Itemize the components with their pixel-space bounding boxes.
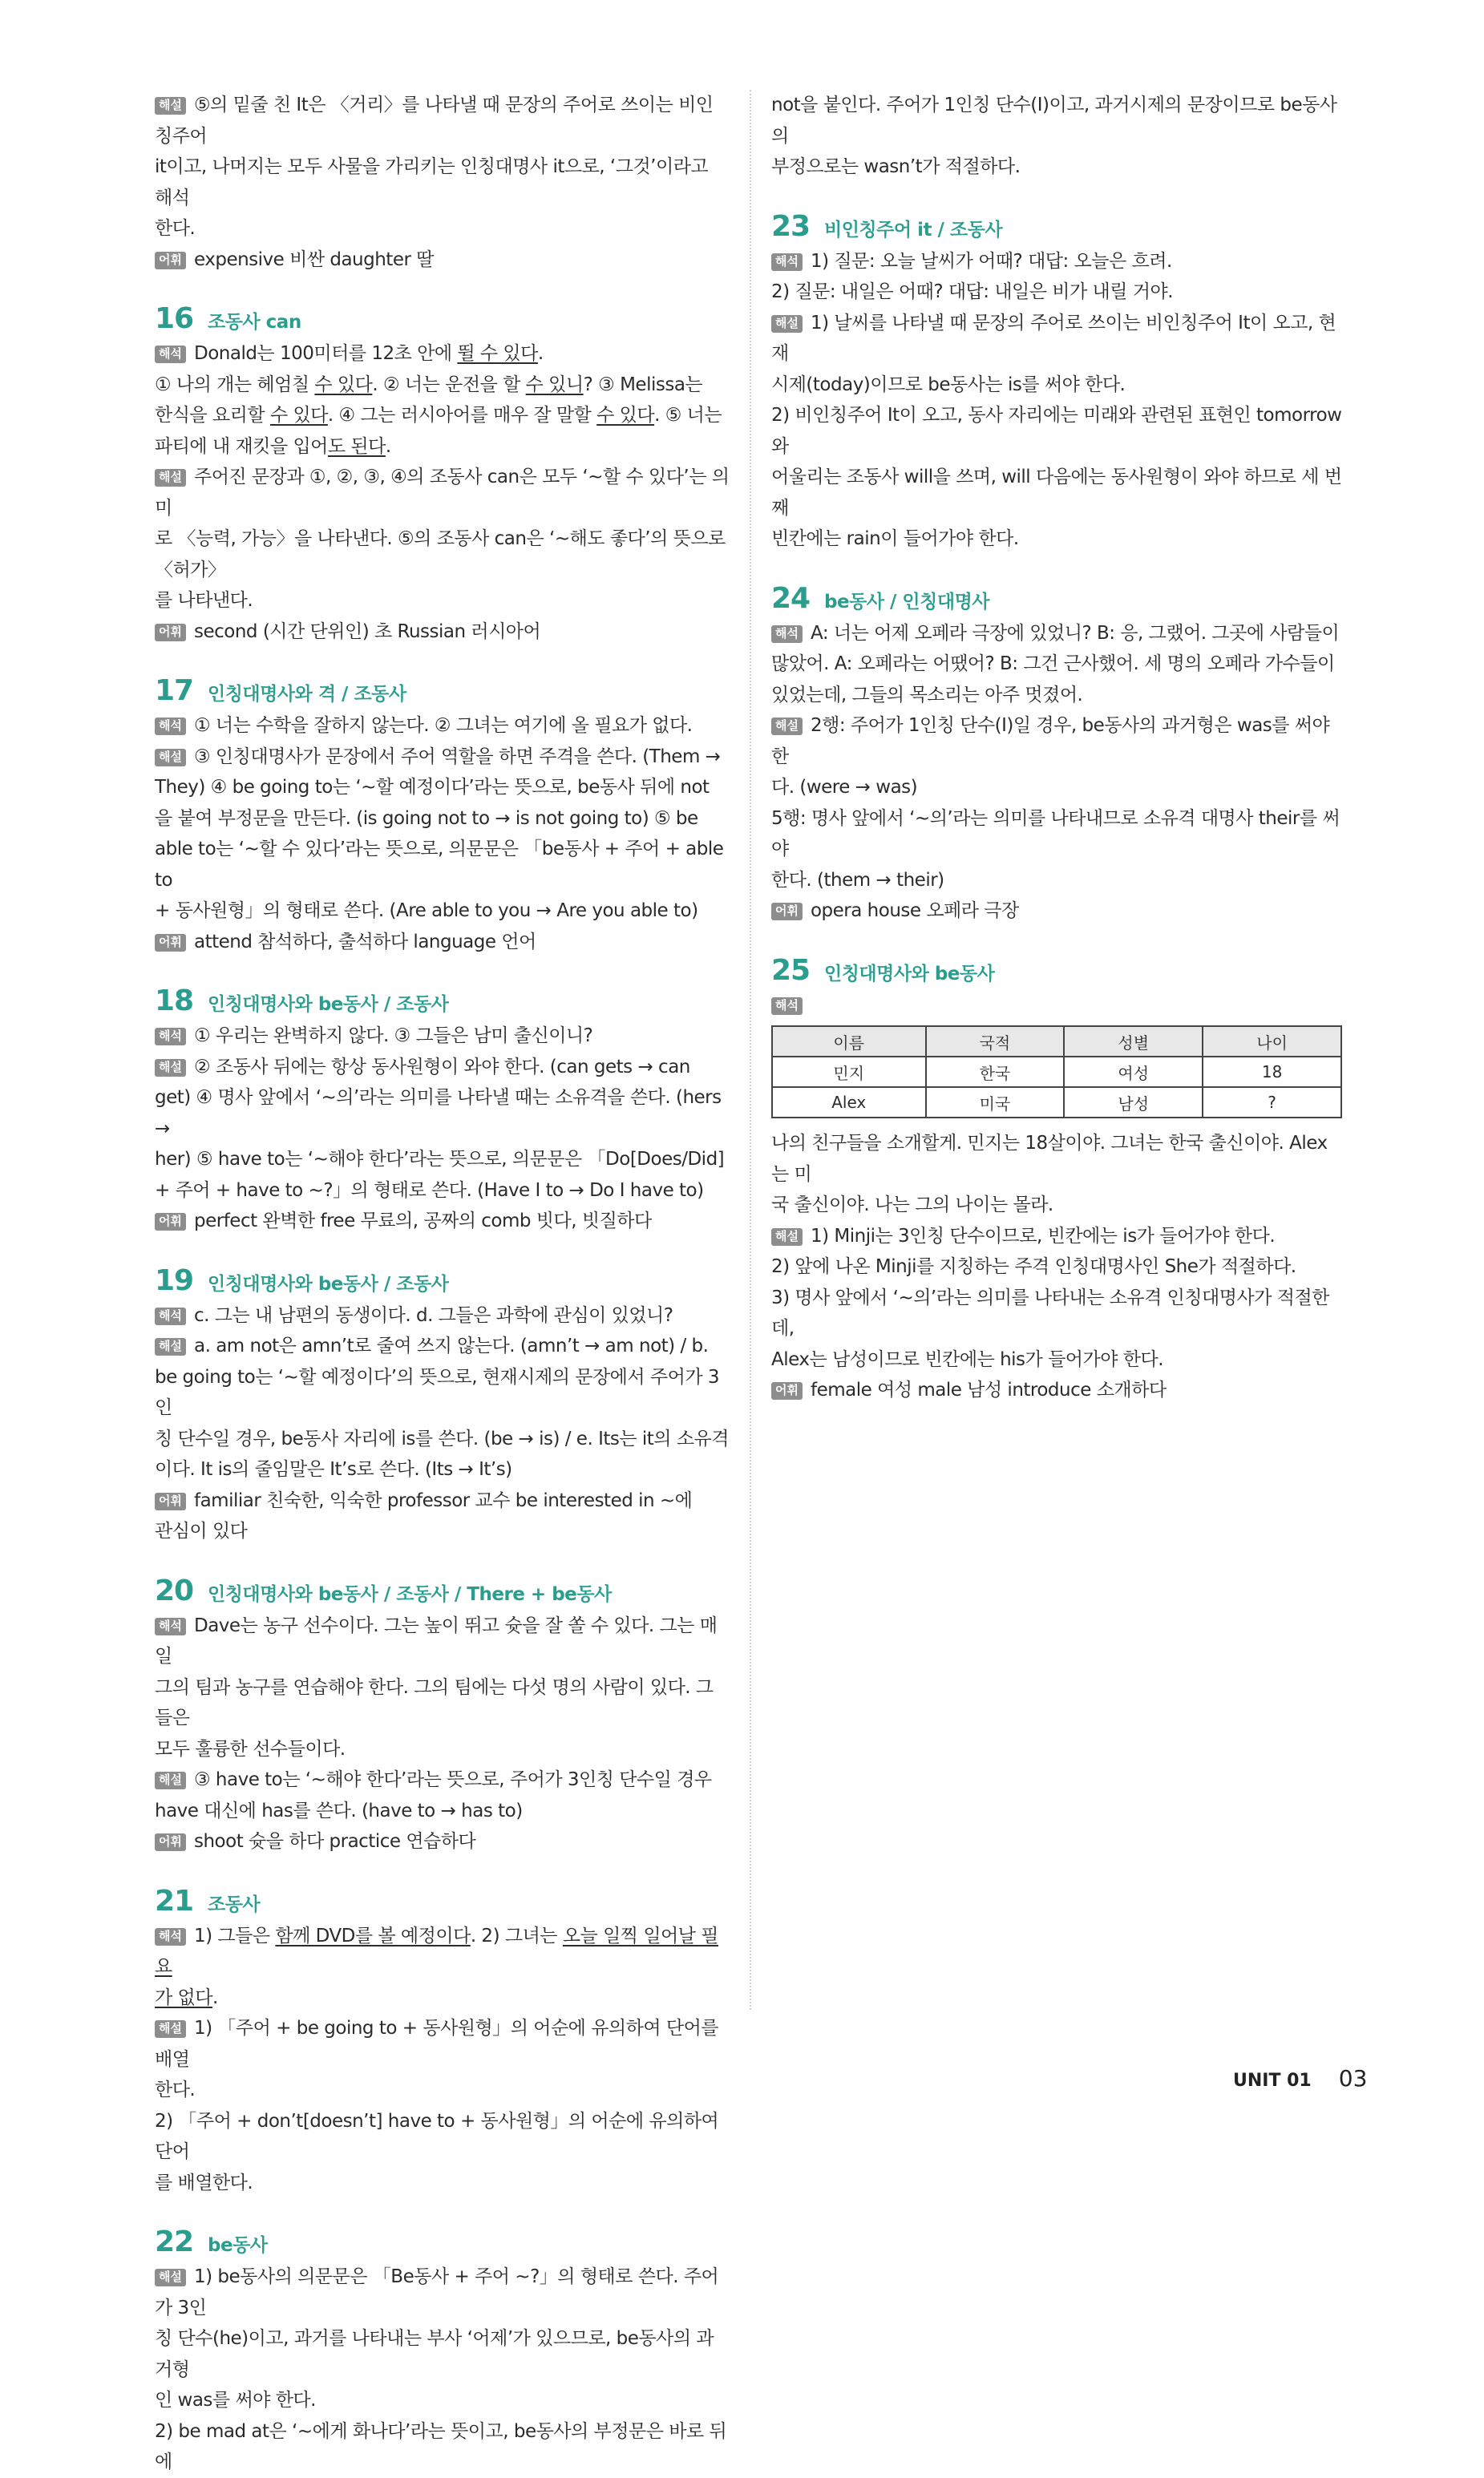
answer-text: 2) 질문: 내일은 어때? 대답: 내일은 비가 내릴 거야. <box>771 281 1174 302</box>
intro-line: 한다. <box>155 218 196 239</box>
answer-text: . <box>385 435 391 457</box>
section-number: 24 <box>771 581 811 615</box>
haeseol-tag: 해설 <box>155 1059 186 1077</box>
haeseok-tag: 해석 <box>155 718 186 735</box>
section-title: be동사 / 인칭대명사 <box>824 591 990 612</box>
explanation-text: 부정으로는 wasn’t가 적절하다. <box>771 156 1021 177</box>
explanation-text: + 동사원형」의 형태로 쓴다. (Are able to you → Are you able to) <box>155 900 698 921</box>
left-column <box>155 90 730 2478</box>
explanation-text: 시제(today)이므로 be동사는 is를 써야 한다. <box>771 374 1126 395</box>
section-16 <box>155 301 730 647</box>
answer-text: . ② 너는 운전을 할 <box>372 374 526 395</box>
answer-text: 많았어. A: 오페라는 어땠어? B: 그건 근사했어. 세 명의 오페라 가수들이 <box>771 653 1335 674</box>
vocab-line: second (시간 단위인) 초 Russian 러시아어 <box>193 621 541 642</box>
explanation-text: 를 배열한다. <box>155 2172 253 2193</box>
explanation-text: 한다. (them → their) <box>771 869 944 891</box>
section-title: be동사 <box>208 2235 268 2256</box>
answer-text: Donald는 100미터를 12초 안에 <box>193 343 458 364</box>
explanation-text: ② 조동사 뒤에는 항상 동사원형이 와야 한다. (can gets → can <box>193 1056 690 1077</box>
explanation-text: be going to는 ‘~할 예정이다’의 뜻으로, 현재시제의 문장에서 주어가 3인 <box>155 1366 720 1418</box>
eohwi-tag: 어휘 <box>155 934 186 952</box>
table-cell: ? <box>1203 1087 1341 1118</box>
eohwi-tag: 어휘 <box>155 1493 186 1510</box>
table-cell: 남성 <box>1064 1087 1203 1118</box>
answer-text: 1) 질문: 오늘 날씨가 어때? 대답: 오늘은 흐려. <box>810 250 1172 272</box>
explanation-text: ③ 인칭대명사가 문장에서 주어 역할을 하면 주격을 쓴다. (Them → <box>193 746 721 767</box>
section-number: 18 <box>155 984 194 1017</box>
vocab-line: attend 참석하다, 출석하다 language 언어 <box>193 931 536 952</box>
explanation-text: 2) 「주어 + don’t[doesn’t] have to + 동사원형」의 어순에 유의하여 단어 <box>155 2110 719 2162</box>
section-number: 17 <box>155 674 194 707</box>
answer-text: ① 너는 수학을 잘하지 않는다. ② 그녀는 여기에 올 필요가 없다. <box>193 715 693 736</box>
section-20 <box>155 1574 730 1857</box>
explanation-text: 를 나타낸다. <box>155 590 253 611</box>
explanation-text: 주어진 문장과 ①, ②, ③, ④의 조동사 can은 모두 ‘~할 수 있다’는 의미 <box>155 467 730 519</box>
section-title: 인칭대명사와 격 / 조동사 <box>208 684 406 705</box>
section-21 <box>155 1884 730 2199</box>
right-column <box>771 90 1342 1406</box>
table-cell: 미국 <box>926 1087 1065 1118</box>
table-header: 국적 <box>926 1026 1065 1057</box>
column-divider <box>750 90 751 2010</box>
answer-text: 있었는데, 그들의 목소리는 아주 멋졌어. <box>771 684 1083 705</box>
section-title: 인칭대명사와 be동사 / 조동사 <box>208 994 449 1015</box>
vocab-line: shoot 슛을 하다 practice 연습하다 <box>193 1831 476 1852</box>
table-cell: Alex <box>772 1087 926 1118</box>
section-number: 23 <box>771 209 811 243</box>
section-number: 25 <box>771 953 811 987</box>
section-22-continued <box>771 90 1342 183</box>
explanation-text: 칭 단수(he)이고, 과거를 나타내는 부사 ‘어제’가 있으므로, be동사의 과거형 <box>155 2328 714 2380</box>
explanation-text: Alex는 남성이므로 빈칸에는 his가 들어가야 한다. <box>771 1348 1164 1370</box>
section-number: 20 <box>155 1574 194 1607</box>
eohwi-tag: 어휘 <box>155 624 186 641</box>
explanation-text: 1) be동사의 의문문은 「Be동사 + 주어 ~?」의 형태로 쓴다. 주어가 3인 <box>155 2266 719 2318</box>
answer-text: A: 너는 어제 오페라 극장에 있었니? B: 응, 그랬어. 그곳에 사람들이 <box>810 622 1340 644</box>
underlined-text: 오늘 일찍 일어날 필요 <box>155 1925 719 1977</box>
answer-text: c. 그는 내 남편의 동생이다. d. 그들은 과학에 관심이 있었니? <box>193 1304 673 1326</box>
haeseok-tag: 해석 <box>155 346 186 363</box>
haeseok-tag: 해석 <box>155 1028 186 1045</box>
haeseok-tag: 해석 <box>155 1308 186 1325</box>
section-title: 비인칭주어 it / 조동사 <box>824 219 1003 241</box>
explanation-text: 1) 「주어 + be going to + 동사원형」의 어순에 유의하여 단어를 배열 <box>155 2018 719 2070</box>
section-25 <box>771 953 1342 1406</box>
underlined-text: 함께 DVD를 볼 예정이다 <box>275 1925 471 1946</box>
explanation-text: 빈칸에는 rain이 들어가야 한다. <box>771 528 1019 549</box>
section-number: 19 <box>155 1263 194 1297</box>
explanation-text: 을 붙여 부정문을 만든다. (is going not to → is not going to) ⑤ be <box>155 807 698 829</box>
explanation-text: They) ④ be going to는 ‘~할 예정이다’라는 뜻으로, be동사 뒤에 not <box>155 777 710 798</box>
underlined-text: 수 있니 <box>525 374 584 395</box>
explanation-text: 1) Minji는 3인칭 단수이므로, 빈칸에는 is가 들어가야 한다. <box>810 1225 1276 1247</box>
section-number: 21 <box>155 1884 194 1918</box>
answer-text: ① 나의 개는 헤엄칠 <box>155 374 315 395</box>
section-title: 인칭대명사와 be동사 / 조동사 / There + be동사 <box>208 1583 612 1605</box>
explanation-text: 2) be mad at은 ‘~에게 화나다’라는 뜻이고, be동사의 부정문은 바로 뒤에 <box>155 2420 727 2472</box>
table-header: 나이 <box>1203 1026 1341 1057</box>
answer-text: ① 우리는 완벽하지 않다. ③ 그들은 남미 출신이니? <box>193 1025 593 1046</box>
haeseol-tag: 해설 <box>155 2020 186 2038</box>
explanation-text: have 대신에 has를 쓴다. (have to → has to) <box>155 1800 523 1821</box>
haeseol-tag: 해설 <box>771 718 803 735</box>
answer-text: ? ③ Melissa는 <box>583 374 703 395</box>
answer-text: . ⑤ 너는 <box>654 405 722 426</box>
eohwi-tag: 어휘 <box>155 252 186 269</box>
answer-text: . ④ 그는 러시아어를 매우 잘 말할 <box>327 405 597 426</box>
haeseol-tag: 해설 <box>155 2269 186 2286</box>
table-header-row <box>772 1026 1341 1057</box>
answer-text: 1) 그들은 <box>193 1925 276 1946</box>
underlined-text: 뛸 수 있다 <box>457 343 538 364</box>
section-22 <box>155 2225 730 2478</box>
haeseol-tag: 해설 <box>155 1772 186 1789</box>
haeseol-tag: 해설 <box>155 1338 186 1356</box>
info-table <box>771 1025 1342 1118</box>
table-row <box>772 1087 1341 1118</box>
answer-text: 그의 팀과 농구를 연습해야 한다. 그의 팀에는 다섯 명의 사람이 있다. 그들은 <box>155 1676 714 1728</box>
underlined-text: 수 있다 <box>269 405 328 426</box>
section-title: 인칭대명사와 be동사 <box>824 963 995 984</box>
haeseok-tag: 해석 <box>771 997 803 1015</box>
explanation-text: not을 붙인다. 주어가 1인칭 단수(I)이고, 과거시제의 문장이므로 be동사의 <box>771 95 1337 147</box>
underlined-text: 가 없다 <box>155 1987 212 2008</box>
explanation-text: 5행: 명사 앞에서 ‘~의’라는 의미를 나타내므로 소유격 대명사 their를 써야 <box>771 807 1340 859</box>
explanation-text: 한다. <box>155 2080 196 2100</box>
eohwi-tag: 어휘 <box>155 1833 186 1851</box>
haeseok-tag: 해석 <box>155 1618 186 1635</box>
explanation-text: get) ④ 명사 앞에서 ‘~의’라는 의미를 나타낼 때는 소유격을 쓴다. (hers → <box>155 1087 722 1139</box>
haeseol-tag: 해설 <box>155 749 186 766</box>
intro-line: ⑤의 밑줄 친 It은 〈거리〉를 나타낼 때 문장의 주어로 쓰이는 비인칭주어 <box>155 95 714 147</box>
eohwi-tag: 어휘 <box>771 903 803 920</box>
section-23 <box>771 209 1342 555</box>
haeseol-tag: 해설 <box>771 315 803 333</box>
table-cell: 18 <box>1203 1057 1341 1087</box>
explanation-text: 칭 단수일 경우, be동사 자리에 is를 쓴다. (be → is) / e. Its는 it의 소유격 <box>155 1428 729 1449</box>
answer-text: 나의 친구들을 소개할게. 민지는 18살이야. 그녀는 한국 출신이야. Alex는 미 <box>771 1133 1328 1185</box>
explanation-text: able to는 ‘~할 수 있다’라는 뜻으로, 의문문은 「be동사 + 주어 + able to <box>155 839 724 891</box>
table-cell: 한국 <box>926 1057 1065 1087</box>
vocab-line: familiar 친숙한, 익숙한 professor 교수 be interested in ~에 <box>193 1490 693 1511</box>
explanation-text: 이다. It is의 줄임말은 It’s로 쓴다. (Its → It’s) <box>155 1459 512 1480</box>
haeseok-tag: 해석 <box>771 625 803 643</box>
vocab-line: expensive 비싼 daughter 딸 <box>193 249 434 270</box>
section-17 <box>155 673 730 957</box>
section-title: 인칭대명사와 be동사 / 조동사 <box>208 1273 449 1295</box>
explanation-text: 인 was를 써야 한다. <box>155 2390 316 2411</box>
answer-text: . <box>537 343 544 364</box>
answer-text: 국 출신이야. 나는 그의 나이는 몰라. <box>771 1195 1053 1215</box>
table-header: 이름 <box>772 1026 926 1057</box>
vocab-line: perfect 완벽한 free 무료의, 공짜의 comb 빗다, 빗질하다 <box>193 1211 652 1231</box>
underlined-text: 수 있다 <box>314 374 373 395</box>
section-title: 조동사 can <box>208 312 301 333</box>
section-title: 조동사 <box>208 1894 261 1915</box>
table-cell: 여성 <box>1064 1057 1203 1087</box>
answer-text: . <box>212 1987 218 2008</box>
underlined-text: 수 있다 <box>596 405 655 426</box>
answer-text: 모두 훌륭한 선수들이다. <box>155 1738 346 1760</box>
explanation-text: 2) 비인칭주어 It이 오고, 동사 자리에는 미래와 관련된 표현인 tomorrow와 <box>771 405 1342 457</box>
answer-text: 한식을 요리할 <box>155 405 270 426</box>
explanation-text: a. am not은 amn’t로 줄여 쓰지 않는다. (amn’t → am not) / b. <box>193 1336 709 1356</box>
haeseol-tag: 해설 <box>155 97 186 115</box>
eohwi-tag: 어휘 <box>771 1382 803 1400</box>
table-row <box>772 1057 1341 1087</box>
vocab-line: female 여성 male 남성 introduce 소개하다 <box>810 1380 1167 1401</box>
intro-block <box>155 90 730 275</box>
unit-label: UNIT 01 <box>1233 2071 1312 2091</box>
answer-text: 파티에 내 재킷을 입어 <box>155 435 328 457</box>
page-number: 03 <box>1338 2065 1368 2092</box>
vocab-line: opera house 오페라 극장 <box>810 900 1019 921</box>
page-footer <box>1233 2065 1367 2092</box>
underlined-text: 도 된다 <box>327 435 386 457</box>
haeseok-tag: 해석 <box>155 1928 186 1946</box>
explanation-text: + 주어 + have to ~?」의 형태로 쓴다. (Have I to → Do I have to) <box>155 1179 704 1201</box>
table-cell: 민지 <box>772 1057 926 1087</box>
intro-line: it이고, 나머지는 모두 사물을 가리키는 인칭대명사 it으로, ‘그것’이라고 해석 <box>155 156 709 208</box>
explanation-text: 다. (were → was) <box>771 777 918 798</box>
answer-text: . 2) 그녀는 <box>470 1925 563 1946</box>
explanation-text: 어울리는 조동사 will을 쓰며, will 다음에는 동사원형이 와야 하므로 세 번째 <box>771 467 1342 519</box>
section-number: 16 <box>155 302 194 335</box>
haeseol-tag: 해설 <box>155 469 186 487</box>
haeseok-tag: 해석 <box>771 253 803 271</box>
eohwi-tag: 어휘 <box>155 1213 186 1231</box>
vocab-line: 관심이 있다 <box>155 1521 248 1542</box>
section-19 <box>155 1263 730 1547</box>
explanation-text: ③ have to는 ‘~해야 한다’라는 뜻으로, 주어가 3인칭 단수일 경우 <box>193 1769 712 1790</box>
explanation-text: her) ⑤ have to는 ‘~해야 한다’라는 뜻으로, 의문문은 「Do[Does/Did] <box>155 1149 725 1170</box>
answer-text: Dave는 농구 선수이다. 그는 높이 뛰고 슛을 잘 쏠 수 있다. 그는 매일 <box>155 1615 718 1667</box>
explanation-text: 3) 명사 앞에서 ‘~의’라는 의미를 나타내는 소유격 인칭대명사가 적절한데, <box>771 1287 1329 1339</box>
explanation-text: 로 〈능력, 가능〉을 나타낸다. ⑤의 조동사 can은 ‘~해도 좋다’의 뜻으로 〈허가〉 <box>155 528 726 580</box>
section-18 <box>155 984 730 1237</box>
explanation-text: 2행: 주어가 1인칭 단수(I)일 경우, be동사의 과거형은 was를 써야 한 <box>771 715 1330 767</box>
explanation-text: 1) 날씨를 나타낼 때 문장의 주어로 쓰이는 비인칭주어 It이 오고, 현재 <box>771 312 1336 364</box>
table-header: 성별 <box>1064 1026 1203 1057</box>
section-number: 22 <box>155 2225 194 2258</box>
haeseol-tag: 해설 <box>771 1228 803 1246</box>
section-24 <box>771 581 1342 927</box>
explanation-text: 2) 앞에 나온 Minji를 지칭하는 주격 인칭대명사인 She가 적절하다. <box>771 1256 1296 1277</box>
